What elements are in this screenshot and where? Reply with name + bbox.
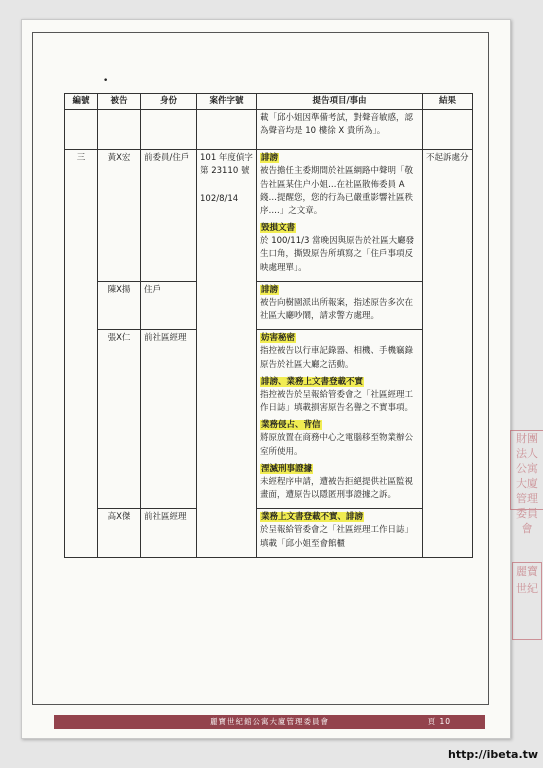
seal-stamp: 麗寶世紀 (512, 562, 542, 640)
charge-title: 妨害秘密 (261, 333, 296, 344)
header-defendant: 被告 (98, 94, 141, 110)
charge-title: 誹謗 (261, 284, 279, 295)
charge-title: 誹謗 (261, 153, 279, 164)
table-row (65, 281, 473, 330)
table-header-row (65, 94, 473, 110)
defendant-role: 住戶 (141, 281, 197, 330)
charge-text: 將原放置在商務中心之電腦移至物業辦公室所使用。 (260, 433, 414, 457)
charge-text: 指控被告以行車記錄器、相機、手機竊錄原告於社區大廳之活動。 (260, 346, 414, 370)
header-charges: 提告項目/事由 (257, 94, 423, 110)
charge-text: 於呈報給管委會之「社區經理工作日誌」填載「邱小姐至會館櫃 (260, 525, 414, 549)
defendant-name: 張X仁 (98, 330, 141, 509)
table-row (65, 150, 473, 282)
charge-title: 毀損文書 (261, 223, 296, 234)
case-date: 102/8/14 (200, 193, 239, 204)
charges-cell (257, 330, 423, 509)
defendant-name: 陳X揚 (98, 281, 141, 330)
watermark-text: http://ibeta.tw (448, 748, 539, 761)
defendant-role: 前社區經理 (141, 330, 197, 509)
charges-cell (257, 281, 423, 330)
header-result: 結果 (423, 94, 473, 110)
header-case-number: 案件字號 (197, 94, 257, 110)
page-number: 頁 10 (427, 717, 451, 726)
charge-text: 未經程序申請，遭被告拒絕提供社區監視畫面，遭原告以隱匿刑事證據之訴。 (260, 476, 414, 501)
continuation-cell: 載「邱小姐因準備考試，對聲音敏感，認為聲音均是 10 樓徐 X 貴所為」。 (257, 110, 423, 150)
charge-title: 業務侵占、背信 (261, 420, 321, 431)
defendant-name: 黃X宏 (98, 150, 141, 282)
case-number-cell (197, 150, 257, 558)
seal-stamp: 財團法人公寓大廈管理委員會 (510, 430, 543, 510)
header-number: 編號 (65, 94, 98, 110)
charge-title: 誹謗、業務上文書登載不實 (261, 376, 364, 387)
page-footer (54, 715, 485, 729)
table-row (65, 509, 473, 558)
charge-text: 指控被告於呈報給管委會之「社區經理工作日誌」填載損害原告名譽之不實事項。 (260, 389, 414, 414)
defendant-role: 前社區經理 (141, 509, 197, 558)
defendant-name: 高X傑 (98, 509, 141, 558)
charge-text: 於 100/11/3 當晚因與原告於社區大廳發生口角，撕毀原告所填寫之「住戶事項反映處理單」。 (260, 236, 415, 273)
case-number: 101 年度偵字第 23110 號 (200, 153, 253, 177)
charge-text: 被告擔任主委期間於社區網路中聲明「敬告社區某住户小姐…在社區散佈委員 A 錢…提醒您，您的行為已嚴重影響社區秩序….」之文章。 (260, 166, 414, 216)
footer-title: 麗寶世紀館公寓大廈管理委員會 (210, 717, 329, 726)
case-table (64, 93, 473, 558)
table-row (65, 110, 473, 150)
charges-cell (257, 509, 423, 558)
row-number: 三 (65, 150, 98, 558)
charge-title: 湮滅刑事證據 (261, 463, 313, 474)
defendant-role: 前委員/住戶 (141, 150, 197, 282)
charge-title: 業務上文書登載不實、誹謗 (261, 512, 364, 523)
result-cell: 不起訴處分 (423, 150, 473, 558)
table-row (65, 330, 473, 509)
charge-text: 被告向樹園派出所報案，指述原告多次在社區大廳吵鬧，請求警方處理。 (260, 297, 414, 322)
stray-mark: • (103, 76, 109, 86)
charges-cell (257, 150, 423, 282)
header-identity: 身份 (141, 94, 197, 110)
